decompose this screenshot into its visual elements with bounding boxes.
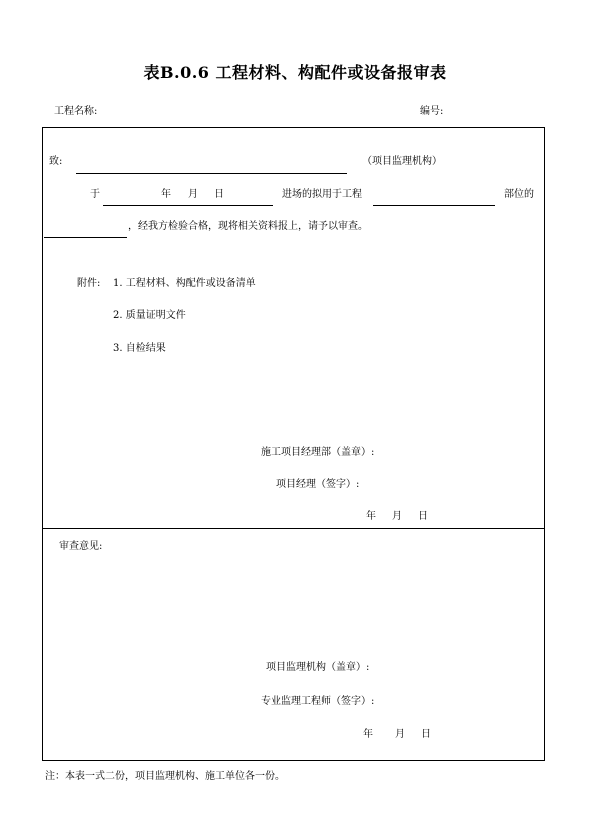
review-section: [42, 528, 545, 761]
date-year: 年: [366, 511, 376, 522]
date-day: 日: [418, 511, 428, 522]
org-seal-label: 项目监理机构（盖章）:: [266, 662, 370, 673]
dept-seal-label: 施工项目经理部（盖章）:: [261, 447, 375, 458]
review-date-month: 月: [395, 729, 405, 740]
manager-sign-label: 项目经理（签字）:: [276, 479, 360, 490]
month-label: 月: [188, 189, 198, 200]
year-label: 年: [161, 189, 171, 200]
attachment-item: 3. 自检结果: [113, 343, 166, 354]
number-label: 编号:: [420, 106, 444, 117]
item-underline[interactable]: [44, 237, 127, 238]
project-name-label: 工程名称:: [54, 106, 98, 117]
to-label: 致:: [49, 156, 63, 167]
attachments-label: 附件:: [77, 278, 101, 289]
attachment-item: 2. 质量证明文件: [113, 310, 186, 321]
day-label: 日: [214, 189, 224, 200]
inspection-statement: ，经我方检验合格，现将相关资料报上，请予以审查。: [128, 221, 368, 232]
form-title: 表B.0.6 工程材料、构配件或设备报审表: [143, 63, 447, 82]
location-text: 部位的: [504, 189, 534, 200]
engineer-sign-label: 专业监理工程师（签字）:: [261, 696, 375, 707]
recipient-underline[interactable]: [76, 173, 347, 174]
entry-date-underline[interactable]: [103, 205, 273, 206]
review-label: 审查意见:: [59, 541, 103, 552]
attachment-item: 1. 工程材料、构配件或设备清单: [113, 278, 256, 289]
enter-project-text: 进场的拟用于工程: [282, 189, 362, 200]
supervisor-org-note: （项目监理机构）: [362, 156, 442, 167]
footer-note: 注：本表一式二份，项目监理机构、施工单位各一份。: [45, 771, 285, 782]
at-label: 于: [90, 189, 100, 200]
review-date-year: 年: [363, 729, 373, 740]
review-date-day: 日: [421, 729, 431, 740]
project-part-underline[interactable]: [373, 205, 495, 206]
date-month: 月: [392, 511, 402, 522]
